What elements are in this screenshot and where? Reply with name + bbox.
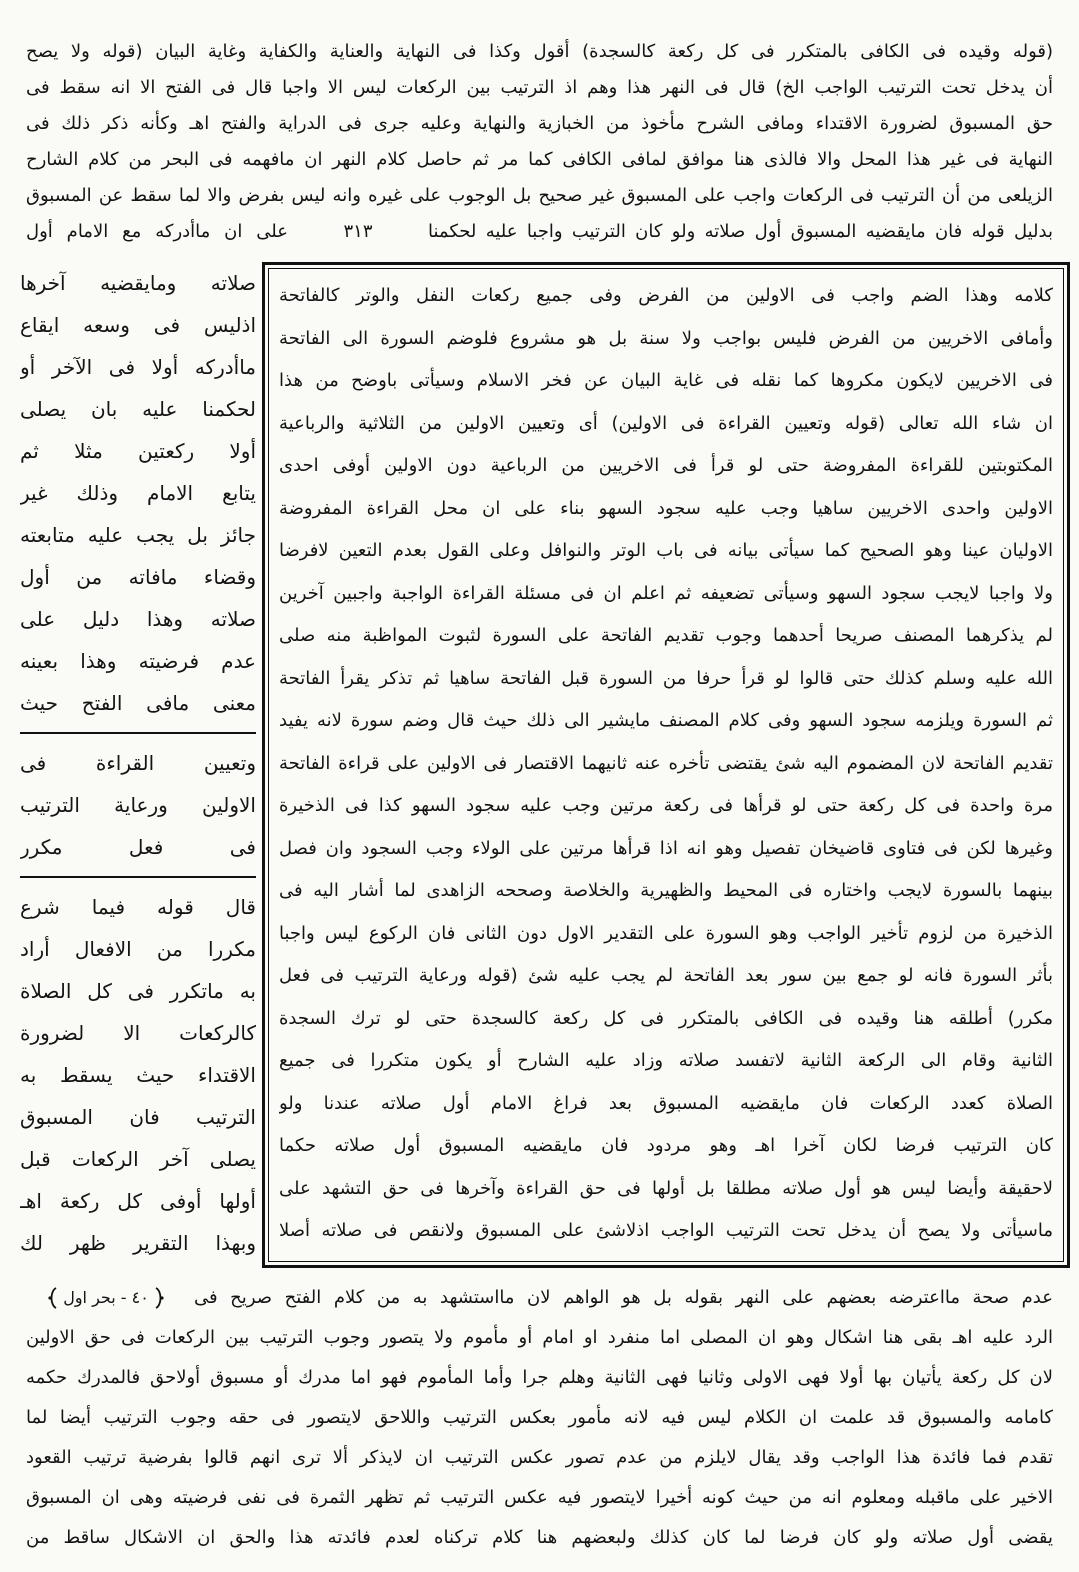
text-line: به ماتكرر فى كل الصلاة <box>20 979 256 1003</box>
text-line: المكتوبتين للقراءة المفروضة حتى لو قرأ فى الاخريين من الرباعية دون الاولين أوفى احدى <box>279 455 1053 476</box>
text-line: ماأدركه أولا فى الآخر أو <box>20 355 256 379</box>
text-line: الاخير على ماقبله ومعلوم انه من حيث كونه أخيرا لايتصور فيه عكس الترتيب ثم تظهر الثمرة فى نفى فرضيته وهى ان المسبوق <box>26 1487 1053 1508</box>
text-line: عدم فرضيته وهذا بعينه <box>20 649 256 673</box>
text-line: الزيلعى من أن الترتيب فى الركعات واجب على المسبوق غير صحيح بل الوجوب على غيره وانه ليس بفرض والا لما سقط عن المسبوق <box>26 185 1053 206</box>
text-line: الاولين واحدى الاخريين ساهيا وجب عليه سجود السهو بناء على ان محل القراءة المفروضة <box>279 497 1053 519</box>
text-line: مكررا من الافعال أراد <box>20 937 256 961</box>
main-text-body <box>268 268 1064 1262</box>
text-line: عدم صحة مااعترضه بعضهم على النهر بقوله بل هو الواهم لان مااستشهد به من كلام الفتح صريح فى <box>194 1287 1053 1308</box>
text-line: الاوليان عينا وهو الصحيح كما سيأتى بيانه فى باب الوتر والنوافل وعلى القول بعدم التعين لافرضا <box>279 540 1053 561</box>
text-line: مكرر) أطلقه هنا وقيده فى الكافى بالمتكرر فى كل ركعة كالسجدة حتى لو ترك السجدة <box>279 1007 1053 1029</box>
text-line: وقضاء مافاته من أول <box>20 565 256 589</box>
text-line: وغيرها لكن فى فتاوى قاضيخان تفصيل وهو انه اذا قرأها مرتين على الولاء وجب السجود وان فصل <box>279 837 1053 859</box>
text-line: الاولين ورعاية الترتيب <box>20 793 256 817</box>
text-line: أولا ركعتين مثلا ثم <box>20 439 256 463</box>
text-line: كان الترتيب فرضا لكان آخرا اهـ وهو مردود فان مايقضيه المسبوق أول صلاته حكما <box>279 1135 1053 1156</box>
signature-mark-text: ٤٠ - بحر اول <box>63 1288 149 1307</box>
top-last-line <box>26 214 1053 250</box>
text-line: وتعيين القراءة فى <box>20 751 256 775</box>
side-section <box>20 732 256 868</box>
side-commentary-column <box>20 262 256 1268</box>
text-line: (قوله وقيده فى الكافى بالمتكرر فى كل ركعة كالسجدة) أقول وكذا فى النهاية والعناية والكفاية وغاية البيان (قوله ولا يصح <box>26 41 1053 62</box>
signature-mark <box>26 1278 186 1318</box>
text-line: مرة واحدة فى كل ركعة حتى لو قرأها فى ركعة مرتين وجب عليه سجود السهو كذا فى الذخيرة <box>279 795 1053 816</box>
text-line: كامامه والمسبوق قد علمت ان الكلام ليس فيه لانه مأمور بعكس الترتيب واللاحق لايتصور فى حقه وجوب الترتيب أيضا لما <box>26 1407 1053 1428</box>
text-line: وأمافى الاخريين من الفرض فليس بواجب ولا سنة بل هو مشروع فلوضم السورة الى الفاتحة <box>279 327 1053 349</box>
ornate-bracket-icon <box>153 1286 165 1310</box>
text-line: ماسيأتى ولا يصح أن يدخل تحت الترتيب الواجب اذلاشئ على المسبوق ولانقص فى صلاته أصلا <box>279 1220 1053 1241</box>
text-line: معنى مافى الفتح حيث <box>20 691 256 715</box>
text-line: يقضى أول صلاته ولو كان فرضا لما كان كذلك ولبعضهم هنا كلام تركناه لعدم فائدته هذا والحق ان الاشكال ساقط من <box>26 1527 1053 1548</box>
text-line: الله عليه وسلم كذلك حتى قالوا لو قرأ حرفا من السورة قبل الفاتحة ساهيا ثم تذكر يقرأ الفاتحة <box>279 667 1053 689</box>
text-line: الثانية وقام الى الركعة الثانية لاتفسد صلاته وزاد عليه الشارح أو يكون متكررا فى جميع <box>279 1050 1053 1071</box>
text-line: الصلاة كعدد الركعات فان مايقضيه المسبوق بعد فراغ الامام أول صلاته عندنا ولو <box>279 1092 1053 1114</box>
text-line: حق المسبوق لضرورة الاقتداء ومافى الشرح مأخوذ من الخبازية والنهاية وعليه جرى فى الدراية والفتح اهـ وكأنه ذكر ذلك فى <box>26 113 1053 134</box>
page-number: ٣١٣ <box>343 221 373 242</box>
text-line: أولها أوفى كل ركعة اهـ <box>20 1189 256 1213</box>
text-line: يتابع الامام وذلك غير <box>20 481 256 505</box>
text-line: صلاته وهذا دليل على <box>20 607 256 631</box>
text-line: بدليل قوله فان مايقضيه المسبوق أول صلاته ولو كان الترتيب واجبا عليه لحكمنا <box>428 221 1053 242</box>
text-line: فى الاخريين لايكون مكروها كما نقله فى غاية البيان عن فخر الاسلام وسيأتى باوضح من هذا <box>279 370 1053 391</box>
main-text-frame <box>262 262 1070 1268</box>
bottom-commentary-block <box>26 1278 1053 1558</box>
text-line: كالركعات الا لضرورة <box>20 1021 256 1045</box>
text-line: أن يدخل تحت الترتيب الواجب الخ) قال فى النهر هذا وهم اذ الترتيب بين الركعات ليس الا واجبا قال فى الفتح الا انه سقط فى <box>26 77 1053 98</box>
bottom-first-line <box>26 1278 1053 1318</box>
text-line: جائز بل يجب عليه متابعته <box>20 523 256 547</box>
text-line: اذليس فى وسعه ايقاع <box>20 313 256 337</box>
text-line: بأثر السورة فانه لو جمع بين سور بعد الفاتحة لم يجب عليه شئ (قوله ورعاية الترتيب فى فعل <box>279 965 1053 986</box>
side-section <box>20 876 256 1264</box>
text-line: ولا واجبا لايجب سجود السهو وسيأتى تضعيفه ثم اعلم ان فى مسئلة القراءة الواجبة واجبين آخرين <box>279 582 1053 604</box>
text-line: تقديم الفاتحة لان المضموم اليه شئ يقتضى تأخره عنه ثانيهما الاقتصار فى الاولين على قراءة الفاتحة <box>279 752 1053 774</box>
text-line: بينهما بالسورة لايجب واختاره فى المحيط والظهيرية والخلاصة وصححه الزاهدى لما أشار اليه فى <box>279 880 1053 901</box>
text-line: النهاية فى غير هذا المحل والا فالذى هنا موافق لمافى الكافى كما مر ثم حاصل كلام النهر ان مافهمه فى البحر من كلام الشارح <box>26 149 1053 170</box>
text-line: ان شاء الله تعالى (قوله وتعيين القراءة فى الاولين) أى وتعيين الاولين من الثلاثية والرباعية <box>279 412 1053 434</box>
text-line: وبهذا التقرير ظهر لك <box>20 1231 256 1255</box>
text-line: فى فعل مكرر <box>20 835 256 859</box>
text-line: كلامه وهذا الضم واجب فى الاولين من الفرض وفى جميع ركعات النفل والوتر كالفاتحة <box>279 285 1053 306</box>
text-line: الترتيب فان المسبوق <box>20 1105 256 1129</box>
text-line: الذخيرة من لزوم تأخير الواجب وهو السورة على التقدير الاول دون الثانى فان الركوع ليس واجبا <box>279 922 1053 944</box>
text-line: الاقتداء حيث يسقط به <box>20 1063 256 1087</box>
text-line: قال قوله فيما شرع <box>20 895 256 919</box>
ornate-bracket-icon <box>47 1286 59 1310</box>
text-line: لحكمنا عليه بان يصلى <box>20 397 256 421</box>
text-line: على ان ماأدركه مع الامام أول <box>26 221 288 242</box>
text-line: لان كل ركعة يأتيان بها أولا فهى الاولى وثانيا فهى الثانية وهلم جرا وأما المأموم فهو اما مدرك أو مسبوق أولاحق فالمدرك حكمه <box>26 1367 1053 1388</box>
text-line: يصلى آخر الركعات قبل <box>20 1147 256 1171</box>
text-line: لم يذكرهما المصنف صريحا أحدهما وجوب تقديم الفاتحة على السورة لثبوت المواظبة منه صلى <box>279 625 1053 646</box>
text-line: الرد عليه اهـ بقى هنا اشكال وهو ان المصلى اما منفرد او امام أو مأموم ولا يتصور وجوب الترتيب بين الركعات فى حق الاولين <box>26 1327 1053 1348</box>
text-line: صلاته ومايقضيه آخرها <box>20 271 256 295</box>
text-line: لاحقيقة وأيضا ليس هو أول صلاته مطلقا بل أولها فى حق القراءة وآخرها فى حق التشهد على <box>279 1177 1053 1199</box>
text-line: ثم السورة ويلزمه سجود السهو وفى كلام المصنف مايشير الى ذلك حيث قال وضم سورة لانه يفيد <box>279 710 1053 731</box>
text-line: تقدم فما فائدة هذا الواجب وقد يقال لايلزم من عدم تصور عكس الترتيب ان لايذكر ألا ترى انهم قالوا بفرضية ترتيب القعود <box>26 1447 1053 1468</box>
side-section <box>20 262 256 724</box>
top-commentary-block <box>26 34 1053 250</box>
